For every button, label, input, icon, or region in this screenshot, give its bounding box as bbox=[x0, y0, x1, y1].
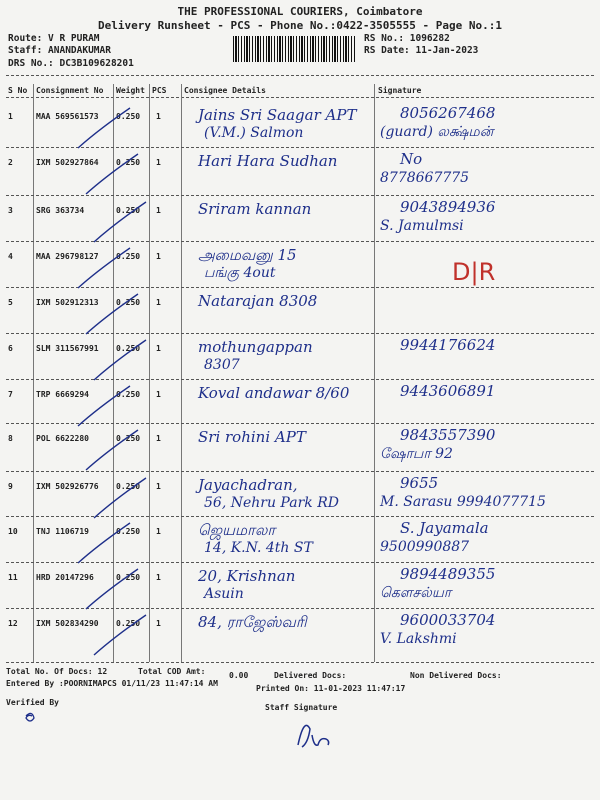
drs-number: DRS No.: DC3B109628201 bbox=[8, 58, 134, 69]
row-signature-line2: 9500990887 bbox=[380, 539, 470, 555]
row-divider bbox=[6, 333, 594, 334]
row-divider bbox=[6, 241, 594, 242]
row-divider bbox=[6, 147, 594, 148]
row-weight: 0.250 bbox=[116, 298, 141, 307]
row-weight: 0.250 bbox=[116, 482, 141, 491]
row-divider bbox=[6, 516, 594, 517]
rs-date: RS Date: 11-Jan-2023 bbox=[364, 45, 479, 56]
row-pcs: 1 bbox=[156, 344, 161, 353]
col-consignee: Consignee Details bbox=[184, 86, 266, 95]
row-consignee-line1: Natarajan 8308 bbox=[198, 292, 318, 310]
row-signature-line2: ஷோபா 92 bbox=[380, 446, 453, 462]
row-consignment-no: IXM 502834290 bbox=[36, 619, 99, 628]
rs-number: RS No.: 1096282 bbox=[364, 33, 450, 44]
row-consignment-no: IXM 502927864 bbox=[36, 158, 99, 167]
row-consignee-line1: Jayachadran, bbox=[198, 476, 298, 494]
barcode bbox=[233, 36, 355, 62]
row-pcs: 1 bbox=[156, 482, 161, 491]
company-title: THE PROFESSIONAL COURIERS, Coimbatore bbox=[177, 5, 423, 18]
staff-label: Staff: ANANDAKUMAR bbox=[8, 45, 111, 56]
row-weight: 0.250 bbox=[116, 158, 141, 167]
row-signature-line1: 9843557390 bbox=[400, 426, 496, 444]
delivered-docs: Delivered Docs: bbox=[274, 671, 347, 680]
row-consignee-line2: பங்கு 4out bbox=[204, 265, 276, 281]
row-consignment-no: HRD 20147296 bbox=[36, 573, 94, 582]
row-pcs: 1 bbox=[156, 527, 161, 536]
row-signature-line2: S. Jamulmsi bbox=[380, 218, 464, 234]
col-divider bbox=[181, 84, 182, 662]
header-divider bbox=[6, 75, 594, 76]
row-divider bbox=[6, 287, 594, 288]
row-signature-line2: கௌசல்யா bbox=[380, 585, 452, 601]
row-sno: 2 bbox=[8, 158, 13, 167]
row-consignment-no: SLM 311567991 bbox=[36, 344, 99, 353]
row-pcs: 1 bbox=[156, 206, 161, 215]
row-consignee-line1: 20, Krishnan bbox=[198, 567, 296, 585]
row-signature-line1: 9443606891 bbox=[400, 382, 496, 400]
row-consignee-line1: Jains Sri Saagar APT bbox=[198, 106, 357, 124]
row-pcs: 1 bbox=[156, 158, 161, 167]
total-docs: Total No. Of Docs: 12 bbox=[6, 667, 108, 676]
row-signature-mark: D|R bbox=[452, 258, 496, 286]
col-weight: Weight bbox=[116, 86, 145, 95]
row-weight: 0.250 bbox=[116, 206, 141, 215]
row-pcs: 1 bbox=[156, 252, 161, 261]
row-signature-line1: 9655 bbox=[400, 474, 439, 492]
row-divider bbox=[6, 423, 594, 424]
row-pcs: 1 bbox=[156, 390, 161, 399]
row-consignment-no: IXM 502912313 bbox=[36, 298, 99, 307]
row-weight: 0.250 bbox=[116, 619, 141, 628]
entered-by: Entered By :POORNIMAPCS 01/11/23 11:47:14 AM bbox=[6, 679, 218, 688]
row-pcs: 1 bbox=[156, 619, 161, 628]
row-signature-line1: S. Jayamala bbox=[400, 519, 489, 537]
row-consignee-line1: Sriram kannan bbox=[198, 200, 312, 218]
row-sno: 3 bbox=[8, 206, 13, 215]
row-signature-line1: No bbox=[400, 150, 423, 168]
row-pcs: 1 bbox=[156, 573, 161, 582]
runsheet-title: Delivery Runsheet - PCS - Phone No.:0422-3505555 - Page No.:1 bbox=[98, 19, 502, 32]
row-weight: 0.250 bbox=[116, 434, 141, 443]
row-sno: 9 bbox=[8, 482, 13, 491]
row-sno: 8 bbox=[8, 434, 13, 443]
staff-signature-label: Staff Signature bbox=[265, 703, 338, 712]
row-consignee-line2: 14, K.N. 4th ST bbox=[204, 540, 313, 556]
row-weight: 0.250 bbox=[116, 112, 141, 121]
total-cod-label: Total COD Amt: bbox=[138, 667, 206, 676]
footer-divider bbox=[6, 662, 594, 663]
row-weight: 0.250 bbox=[116, 252, 141, 261]
non-delivered-docs: Non Delivered Docs: bbox=[410, 671, 502, 680]
row-divider bbox=[6, 195, 594, 196]
col-consignment: Consignment No bbox=[36, 86, 104, 95]
row-consignee-line1: mothungappan bbox=[198, 338, 313, 356]
row-consignee-line1: Koval andawar 8/60 bbox=[198, 384, 350, 402]
col-signature: Signature bbox=[378, 86, 422, 95]
row-consignee-line2: 56, Nehru Park RD bbox=[204, 495, 339, 511]
col-pcs: PCS bbox=[152, 86, 167, 95]
col-sno: S No bbox=[8, 86, 28, 95]
printed-on: Printed On: 11-01-2023 11:47:17 bbox=[256, 684, 406, 693]
route-label: Route: V R PURAM bbox=[8, 33, 100, 44]
row-consignment-no: POL 6622280 bbox=[36, 434, 89, 443]
row-consignee-line2: (V.M.) Salmon bbox=[204, 125, 304, 141]
row-consignee-line1: அமைவனு 15 bbox=[198, 246, 297, 264]
row-sno: 12 bbox=[8, 619, 18, 628]
row-consignment-no: TNJ 1106719 bbox=[36, 527, 89, 536]
column-header-divider bbox=[6, 97, 594, 98]
col-divider bbox=[113, 84, 114, 662]
row-signature-line1: 9600033704 bbox=[400, 611, 496, 629]
row-signature-line1: 8056267468 bbox=[400, 104, 496, 122]
row-pcs: 1 bbox=[156, 112, 161, 121]
row-weight: 0.250 bbox=[116, 390, 141, 399]
row-sno: 1 bbox=[8, 112, 13, 121]
row-consignment-no: TRP 6669294 bbox=[36, 390, 89, 399]
row-divider bbox=[6, 379, 594, 380]
row-consignee-line1: Sri rohini APT bbox=[198, 428, 306, 446]
row-signature-line1: 9043894936 bbox=[400, 198, 496, 216]
row-consignee-line1: ஜெயமாலா bbox=[198, 521, 276, 539]
row-pcs: 1 bbox=[156, 434, 161, 443]
col-divider bbox=[33, 84, 34, 662]
row-pcs: 1 bbox=[156, 298, 161, 307]
row-divider bbox=[6, 608, 594, 609]
row-weight: 0.250 bbox=[116, 573, 141, 582]
row-consignee-line2: 8307 bbox=[204, 357, 240, 373]
row-consignment-no: IXM 502926776 bbox=[36, 482, 99, 491]
row-divider bbox=[6, 471, 594, 472]
row-consignment-no: MAA 296798127 bbox=[36, 252, 99, 261]
row-consignee-line1: 84, ராஜேஸ்வரி bbox=[198, 613, 307, 631]
row-weight: 0.250 bbox=[116, 344, 141, 353]
row-consignee-line1: Hari Hara Sudhan bbox=[198, 152, 338, 170]
row-weight: 0.250 bbox=[116, 527, 141, 536]
row-consignment-no: SRG 363734 bbox=[36, 206, 85, 215]
row-sno: 4 bbox=[8, 252, 13, 261]
row-signature-line2: M. Sarasu 9994077715 bbox=[380, 494, 546, 510]
row-signature-line1: 9894489355 bbox=[400, 565, 496, 583]
row-signature-line2: V. Lakshmi bbox=[380, 631, 457, 647]
row-consignment-no: MAA 569561573 bbox=[36, 112, 99, 121]
total-cod-value: 0.00 bbox=[229, 671, 249, 680]
row-signature-line1: 9944176624 bbox=[400, 336, 496, 354]
row-sno: 10 bbox=[8, 527, 18, 536]
row-sno: 11 bbox=[8, 573, 18, 582]
row-signature-line2: (guard) லக்ஷ்மன் bbox=[380, 124, 494, 140]
verified-signature bbox=[26, 713, 34, 721]
row-sno: 6 bbox=[8, 344, 13, 353]
col-divider bbox=[149, 84, 150, 662]
row-divider bbox=[6, 562, 594, 563]
row-signature-line2: 8778667775 bbox=[380, 170, 470, 186]
verified-by-label: Verified By bbox=[6, 698, 59, 707]
row-sno: 7 bbox=[8, 390, 13, 399]
row-sno: 5 bbox=[8, 298, 13, 307]
col-divider bbox=[374, 84, 375, 662]
staff-signature bbox=[298, 725, 329, 747]
row-consignee-line2: Asuin bbox=[204, 586, 244, 602]
